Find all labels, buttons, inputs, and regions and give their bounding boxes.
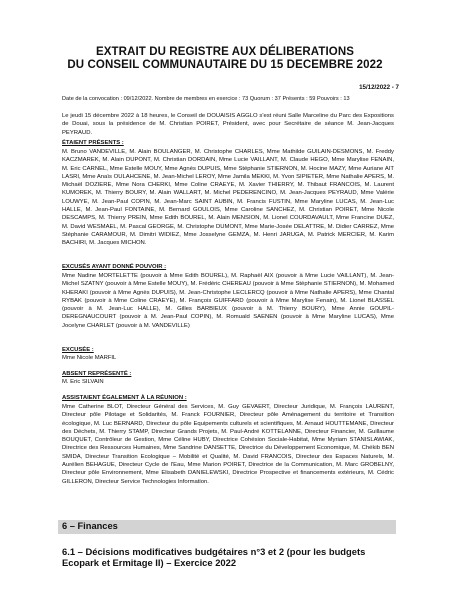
excusee-text: Mme Nicole MARFIL (62, 355, 117, 361)
presents-heading: ÉTAIENT PRÉSENTS : (62, 140, 124, 146)
excuses-pouvoir-text: Mme Nadine MORTELETTE (pouvoir à Mme Edith BOUREL), M. Raphaël AIX (pouvoir à Mme Lucie VAILLANT), M. Jean-Michel SZATNY (pouvoir à Mme Estelle MOUY), M. Frédéric CHEREAU (pouvoir à Mme Stéphanie STIERNON), M. Mohamed KHERAKI (pouvoir à Mme Agnès DUPUIS), M. Jean-Christophe LECLERCQ (pouvoir à Mme Nathalie APERS), Mme Chantal RYBAK (pouvoir à Mme Coline CRAEYE), M. François GUIFFARD (pouvoir à Mme Marylise Fenain), M. Lionel BLASSEL (pouvoir à M. Jean-Luc HALLE), M. Gilles BARBIEUX (pouvoir à M. Thierry BOURY), Mme Annie GOUPIL-DEREGNAUCOURT (pouvoir à M. Jean-Paul COPIN), M. Romuald SAENEN (pouvoir à Mme Maryline LUCAS), Mme Jocelyne CHARLET (pouvoir à M. VANDEVILLE) (62, 273, 394, 329)
presents-list (62, 148, 394, 248)
presents-text: M. Bruno VANDEVILLE, M. Alain BOULANGER, M. Christophe CHARLES, Mme Mathilde GUILAIN-DESMONS, M. Freddy KACZMAREK, M. Alain DUPONT, M. Christian DORDAIN, Mme Lucie VAILLANT, M. Claude HEGO, Mme Marylise FENAIN, M. Eric CARNEL, Mme Estelle MOUY, Mme Agnès DUPUIS, Mme Stéphanie STIERNON, M. Hocine MAZY, Mme Auriane AIT LASRI, Mme Anaïs OULAHCENE, M. Jean-Michel LEROY, Mme Jamila MEKKI, M. Yvon SIPIETER, Mme Nathalie APERS, M. Michaël DOZIERE, Mme Nora CHERKI, Mme Coline CRAEYE, M. Xavier THIERRY, M. Thibaut FRANCOIS, M. Laurent KUMOREK, M. Thierry BOURY, M. Alain WALLART, M. Michel PEDERENCINO, M. Jean-Jacques PEYRAUD, Mme Valérie LOUWYE, M. Jean-Paul COPIN, M. Jean-Marc SAINT AUBIN, M. Francis FUSTIN, Mme Maryline LUCAS, M. Jean-Luc HALLE, M. Jean-Paul FONTAINE, M. Bernard GOULOIS, Mme Caroline SANCHEZ, M. Christian POIRET, Mme Nicole DESCAMPS, M. Thierry PREIN, Mme Edith BOUREL, M. Alain MENSION, M. Lionel COURDAVAULT, Mme Francine DUEZ, M. David WESMAEL, M. Pascal GEORGE, M. Christophe DUMONT, Mme Marie-Josée DELATTRE, M. Didier CARREZ, Mme Stéphanie CARAMOUR, M. Dimitri WIDIEZ, Mme Josselyne GEMZA, M. Henri JARUGA, M. Patrick MERCIER, M. Karim BACHIRI, M. Jacques MICHON. (62, 149, 394, 247)
convocation-info: Date de la convocation : 09/12/2022. Nombre de membres en exercice : 73 Quorum : 37 Présents : 59 Pouvoirs : 13 (62, 96, 350, 102)
subsection-title: 6.1 – Décisions modificatives budgétaires n°3 et 2 (pour les budgets Ecopark et Ermitage II) – Exercice 2022 (62, 546, 366, 568)
absent-heading: ABSENT REPRÉSENTÉ : (62, 371, 132, 377)
excuses-pouvoir-list (62, 272, 394, 330)
section-header-bar (58, 520, 396, 534)
intro-text: Le jeudi 15 décembre 2022 à 18 heures, le Conseil de DOUAISIS AGGLO s'est réuni Salle Marceline du Parc des Expositions de Douai, sous la présidence de M. Christian POIRET, Président, avec pour Secrétaire de séance M. Jean-Jacques PEYRAUD. (62, 113, 394, 136)
section-title: 6 – Finances (62, 521, 118, 531)
deliberation-reference: 15/12/2022 - 7 (359, 84, 399, 91)
document-subtitle: DU CONSEIL COMMUNAUTAIRE DU 15 DECEMBRE 2022 (67, 59, 383, 71)
intro-paragraph (62, 112, 394, 137)
excuses-pouvoir-heading: EXCUSÉS AYANT DONNÉ POUVOIR : (62, 264, 167, 270)
excusee-heading: EXCUSÉE : (62, 347, 94, 353)
absent-text: M. Eric SILVAIN (62, 379, 104, 385)
assistaient-heading: ASSISTAIENT ÉGALEMENT À LA RÉUNION : (62, 395, 187, 401)
assistaient-text: Mme Catherine BLOT, Directeur Général des Services, M. Guy GEVAERT, Directeur Juridique, M. François LAURENT, Directeur pôle Pilotage et Solidarités, M. Franck FOURNIER, Directeur pôle Aménagement du territoire et Transition écologique, M. Luc BERNARD, Directeur du pôle Equipements culturels et scientifiques, M. Arnaud HOUTTEMANE, Directeur des Déchets, M. Thierry STAMP, Directeur Grands Projets, M. Paul-André KOTTELANNE, Directeur Financier, M. Guillaume BOUQUET, Contrôleur de Gestion, Mme Céline HUBY, Directrice Cohésion Sociale-Habitat, Mme Myriam STANISLAWIAK, Directrice des Ressources Humaines, Mme Sandrine DANSETTE, Directrice du Développement Economique, M. Chékib BEN SMIDA, Directeur Transition Ecologique – Mobilité et Qualité, M. David FRANCOIS, Directeur des Espaces Naturels, M. Aurélien BEHAGUE, Directeur Cycle de l'Eau, Mme Marion POIRET, Directrice de la Communication, M. Marc GROBELNY, Directeur pôle Environnement, Mme Elisabeth DANIELEWSKI, Directrice Prospective et financements extérieurs, M. Cédric GILLERON, Directeur Service Technologies Information. (62, 404, 394, 485)
assistaient-list (62, 403, 394, 486)
document-title: EXTRAIT DU REGISTRE AUX DÉLIBERATIONS (96, 46, 354, 58)
